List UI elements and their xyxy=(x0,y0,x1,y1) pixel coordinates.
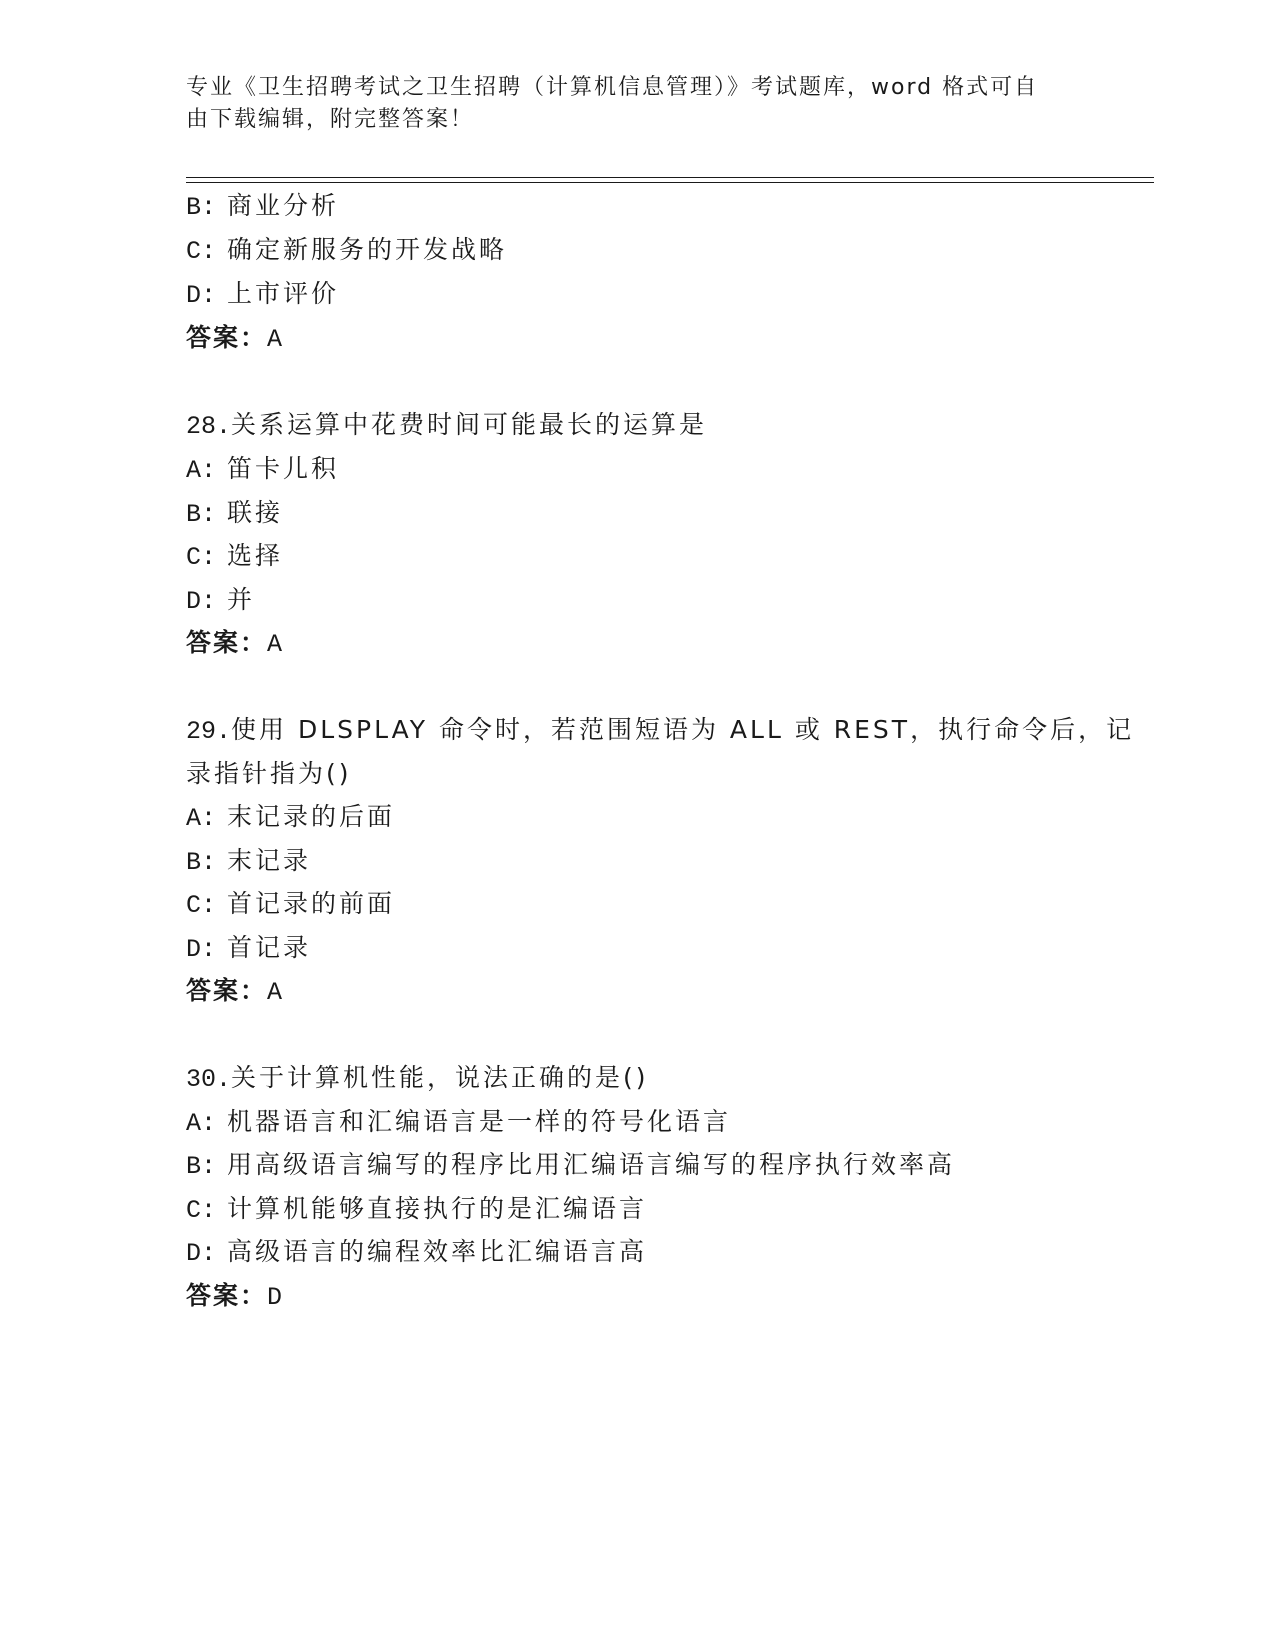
answer-label: 答案： xyxy=(186,323,268,352)
answer-value: A xyxy=(267,630,285,659)
question-29-option-a xyxy=(186,797,395,833)
document-header xyxy=(186,72,1066,136)
question-number: 28. xyxy=(186,412,232,441)
question-28-option-a xyxy=(186,449,339,485)
question-29-stem-line-2 xyxy=(186,754,352,790)
header-line-2: 由下载编辑，附完整答案！ xyxy=(186,107,475,132)
option-letter: C: xyxy=(186,237,217,266)
option-text: 机器语言和汇编语言是一样的符号化语言 xyxy=(226,1107,731,1136)
question-number: 30. xyxy=(186,1065,232,1094)
option-letter: B: xyxy=(186,193,217,222)
question-29-option-c xyxy=(186,884,395,920)
question-28-option-c xyxy=(186,536,283,572)
option-letter: C: xyxy=(186,1196,217,1225)
question-28-option-b xyxy=(186,493,283,529)
answer-value: D xyxy=(267,1283,285,1312)
option-letter: C: xyxy=(186,543,217,572)
question-29-option-d xyxy=(186,928,311,964)
option-text: 用高级语言编写的程序比用汇编语言编写的程序执行效率高 xyxy=(226,1150,955,1179)
answer-label: 答案： xyxy=(186,1281,268,1310)
option-letter: B: xyxy=(186,500,217,529)
option-letter: C: xyxy=(186,891,217,920)
question-28-answer xyxy=(186,623,284,659)
question-28-stem xyxy=(186,405,707,441)
option-letter: D: xyxy=(186,587,217,616)
option-letter: D: xyxy=(186,1239,217,1268)
answer-label: 答案： xyxy=(186,628,268,657)
header-line-1: 专业《卫生招聘考试之卫生招聘（计算机信息管理）》考试题库，word 格式可自 xyxy=(186,75,1039,100)
option-text: 末记录 xyxy=(226,846,311,875)
option-letter: D: xyxy=(186,935,217,964)
option-letter: B: xyxy=(186,1152,217,1181)
question-text: 关系运算中花费时间可能最长的运算是 xyxy=(231,410,708,439)
question-30-option-c xyxy=(186,1189,647,1225)
question-text: 使用 DLSPLAY 命令时，若范围短语为 ALL 或 REST，执行命令后，记 xyxy=(231,715,1135,744)
option-text: 联接 xyxy=(226,498,283,527)
question-30-stem xyxy=(186,1058,649,1094)
question-text: 关于计算机性能，说法正确的是() xyxy=(231,1063,649,1092)
header-divider-bottom xyxy=(186,182,1154,183)
option-text: 末记录的后面 xyxy=(226,802,395,831)
option-text: 计算机能够直接执行的是汇编语言 xyxy=(226,1194,647,1223)
option-text: 选择 xyxy=(226,541,283,570)
option-text: 确定新服务的开发战略 xyxy=(226,235,507,264)
prev-option-d xyxy=(186,274,339,310)
answer-value: A xyxy=(267,978,285,1007)
option-letter: A: xyxy=(186,804,217,833)
answer-label: 答案： xyxy=(186,976,268,1005)
prev-answer xyxy=(186,318,284,354)
option-text: 上市评价 xyxy=(226,279,339,308)
question-30-option-b xyxy=(186,1145,955,1181)
question-30-option-d xyxy=(186,1232,647,1268)
question-text-continued: 录指针指为() xyxy=(186,759,352,788)
question-30-answer xyxy=(186,1276,284,1312)
question-number: 29. xyxy=(186,717,232,746)
option-letter: B: xyxy=(186,848,217,877)
question-29-stem-line-1 xyxy=(186,710,1134,746)
option-letter: A: xyxy=(186,456,217,485)
option-text: 并 xyxy=(226,585,255,614)
question-29-option-b xyxy=(186,841,311,877)
answer-value: A xyxy=(267,325,285,354)
question-30-option-a xyxy=(186,1102,731,1138)
question-29-answer xyxy=(186,971,284,1007)
header-divider-top xyxy=(186,177,1154,178)
option-letter: D: xyxy=(186,281,217,310)
question-28-option-d xyxy=(186,580,255,616)
option-text: 商业分析 xyxy=(226,191,339,220)
option-text: 笛卡儿积 xyxy=(226,454,339,483)
option-text: 首记录 xyxy=(226,933,311,962)
prev-option-c xyxy=(186,230,507,266)
prev-option-b xyxy=(186,186,339,222)
option-text: 高级语言的编程效率比汇编语言高 xyxy=(226,1237,647,1266)
option-text: 首记录的前面 xyxy=(226,889,395,918)
option-letter: A: xyxy=(186,1109,217,1138)
